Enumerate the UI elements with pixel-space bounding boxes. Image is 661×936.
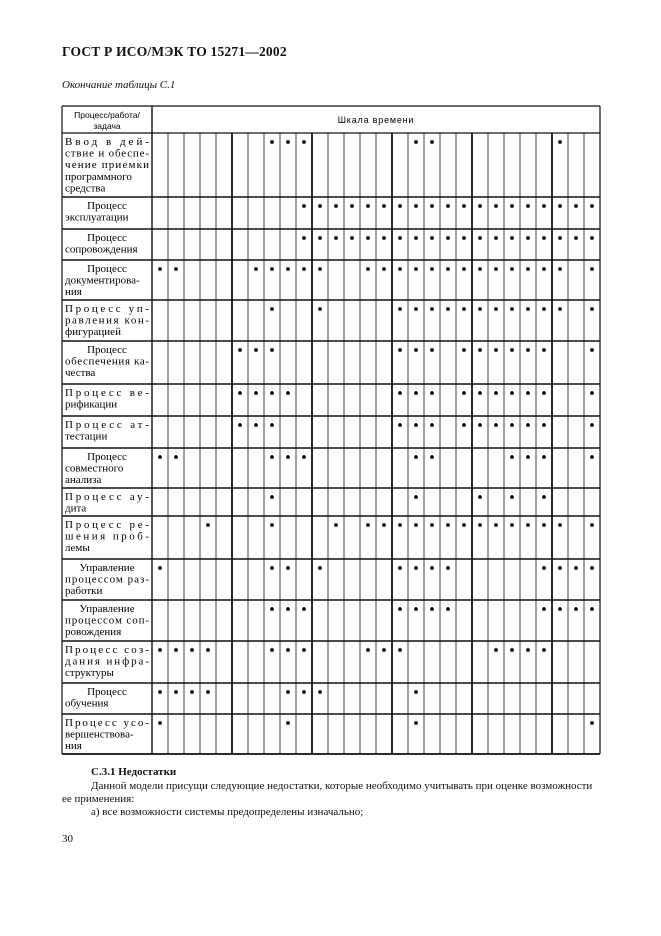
timeline-mark xyxy=(270,607,274,611)
row-label: обеспечения ка- xyxy=(65,355,149,368)
timeline-mark xyxy=(398,236,402,240)
timeline-mark xyxy=(382,204,386,208)
timeline-mark xyxy=(494,423,498,427)
timeline-mark xyxy=(542,523,546,527)
timeline-mark xyxy=(558,566,562,570)
timeline-mark xyxy=(510,348,514,352)
row-label: ния xyxy=(65,286,82,299)
row-label: Процесс xyxy=(87,200,127,212)
timeline-mark xyxy=(478,523,482,527)
timeline-mark xyxy=(542,607,546,611)
timeline-mark xyxy=(270,495,274,499)
timeline-mark xyxy=(286,648,290,652)
timeline-mark xyxy=(270,523,274,527)
timeline-mark xyxy=(590,566,594,570)
timeline-mark xyxy=(590,607,594,611)
timeline-mark xyxy=(590,267,594,271)
timeline-mark xyxy=(254,423,258,427)
timeline-mark xyxy=(558,267,562,271)
timeline-mark xyxy=(542,236,546,240)
row-label: лемы xyxy=(65,542,90,555)
timeline-mark xyxy=(302,690,306,694)
row-label: процессом раз- xyxy=(65,573,149,586)
timeline-mark xyxy=(414,566,418,570)
timeline-mark xyxy=(446,523,450,527)
timeline-mark xyxy=(254,391,258,395)
timeline-mark xyxy=(366,523,370,527)
timeline-mark xyxy=(158,648,162,652)
timeline-mark xyxy=(430,566,434,570)
row-label: эксплуатации xyxy=(65,211,129,224)
timeline-mark xyxy=(286,721,290,725)
timeline-mark xyxy=(494,348,498,352)
timeline-mark xyxy=(478,348,482,352)
timeline-mark xyxy=(398,391,402,395)
row-label: Процесс ау- xyxy=(65,491,149,503)
timeline-mark xyxy=(382,523,386,527)
timeline-mark xyxy=(574,607,578,611)
timeline-mark xyxy=(382,267,386,271)
timeline-mark xyxy=(270,348,274,352)
timeline-mark xyxy=(270,566,274,570)
header-process-label: задача xyxy=(93,121,121,131)
timeline-mark xyxy=(430,348,434,352)
row-label: Процесс соз- xyxy=(65,644,149,656)
timeline-mark xyxy=(206,690,210,694)
timeline-mark xyxy=(558,204,562,208)
timeline-mark xyxy=(526,236,530,240)
timeline-mark xyxy=(462,391,466,395)
timeline-mark xyxy=(174,455,178,459)
timeline-mark xyxy=(446,607,450,611)
timeline-mark xyxy=(398,267,402,271)
timeline-mark xyxy=(286,690,290,694)
timeline-mark xyxy=(430,523,434,527)
row-label: ния xyxy=(65,740,82,753)
timeline-mark xyxy=(302,648,306,652)
timeline-mark xyxy=(478,423,482,427)
timeline-mark xyxy=(366,648,370,652)
timeline-mark xyxy=(174,267,178,271)
body-paragraph: Данной модели присущи следующие недостатки, которые необходимо учитывать при оценке возможности ее применения: xyxy=(62,780,593,805)
timeline-mark xyxy=(318,307,322,311)
row-label: Процесс усо- xyxy=(65,717,149,729)
timeline-mark xyxy=(238,391,242,395)
timeline-mark xyxy=(558,523,562,527)
timeline-mark xyxy=(510,204,514,208)
timeline-mark xyxy=(366,236,370,240)
timeline-mark xyxy=(510,523,514,527)
timeline-mark xyxy=(494,307,498,311)
timeline-mark xyxy=(430,455,434,459)
row-label: Процесс ат- xyxy=(65,419,149,431)
timeline-mark xyxy=(414,391,418,395)
row-label: анализа xyxy=(65,474,102,487)
timeline-mark xyxy=(174,648,178,652)
row-label: средства xyxy=(65,182,106,195)
timeline-mark xyxy=(398,566,402,570)
timeline-mark xyxy=(430,236,434,240)
row-label: ровождения xyxy=(65,626,122,639)
row-label: Процесс xyxy=(87,232,127,244)
timeline-mark xyxy=(414,140,418,144)
timeline-mark xyxy=(526,423,530,427)
row-label: равления кон- xyxy=(65,314,149,327)
row-label: Процесс ве- xyxy=(65,387,149,399)
timeline-mark xyxy=(462,523,466,527)
timeline-mark xyxy=(462,348,466,352)
timeline-mark xyxy=(382,236,386,240)
timeline-mark xyxy=(414,204,418,208)
timeline-mark xyxy=(334,523,338,527)
timeline-mark xyxy=(510,648,514,652)
list-item: а) все возможности системы предопределены изначально; xyxy=(91,806,364,818)
timeline-mark xyxy=(542,648,546,652)
row-label: шения проб- xyxy=(65,530,149,543)
timeline-mark xyxy=(414,523,418,527)
timeline-mark xyxy=(270,423,274,427)
timeline-mark xyxy=(526,391,530,395)
timeline-mark xyxy=(430,204,434,208)
timeline-mark xyxy=(414,267,418,271)
timeline-mark xyxy=(334,204,338,208)
timeline-mark xyxy=(414,721,418,725)
row-label: чение приемки xyxy=(65,159,149,172)
timeline-mark xyxy=(318,690,322,694)
timeline-mark xyxy=(462,307,466,311)
timeline-mark xyxy=(430,140,434,144)
timeline-mark xyxy=(446,566,450,570)
page-number: 30 xyxy=(62,833,73,845)
timeline-mark xyxy=(574,204,578,208)
timeline-mark xyxy=(398,204,402,208)
timeline-mark xyxy=(190,648,194,652)
timeline-mark xyxy=(494,523,498,527)
timeline-mark xyxy=(430,267,434,271)
timeline-mark xyxy=(526,455,530,459)
timeline-mark xyxy=(478,307,482,311)
timeline-mark xyxy=(414,348,418,352)
timeline-mark xyxy=(350,204,354,208)
timeline-mark xyxy=(430,423,434,427)
timeline-mark xyxy=(590,455,594,459)
timeline-mark xyxy=(398,648,402,652)
timeline-mark xyxy=(462,204,466,208)
row-label: ствие и обеспе- xyxy=(65,147,149,160)
timeline-mark xyxy=(254,267,258,271)
row-label: работки xyxy=(65,585,103,598)
timeline-mark xyxy=(238,423,242,427)
timeline-mark xyxy=(398,307,402,311)
timeline-mark xyxy=(558,307,562,311)
timeline-mark xyxy=(398,607,402,611)
row-label: вершенствова- xyxy=(65,728,134,741)
timeline-mark xyxy=(286,267,290,271)
timeline-mark xyxy=(510,267,514,271)
timeline-mark xyxy=(350,236,354,240)
timeline-mark xyxy=(158,721,162,725)
timeline-mark xyxy=(542,566,546,570)
header-timescale-label: Шкала времени xyxy=(337,115,415,125)
timeline-mark xyxy=(526,648,530,652)
timeline-mark xyxy=(462,267,466,271)
timeline-mark xyxy=(254,348,258,352)
timeline-mark xyxy=(206,648,210,652)
timeline-mark xyxy=(542,307,546,311)
timeline-mark xyxy=(158,690,162,694)
timeline-mark xyxy=(590,391,594,395)
timeline-mark xyxy=(446,307,450,311)
timeline-mark xyxy=(446,267,450,271)
timeline-mark xyxy=(318,204,322,208)
row-label: документирова- xyxy=(65,274,140,287)
timeline-mark xyxy=(414,423,418,427)
timeline-mark xyxy=(558,236,562,240)
timeline-mark xyxy=(590,721,594,725)
row-label: Управление xyxy=(79,562,135,574)
timeline-mark xyxy=(542,455,546,459)
timeline-mark xyxy=(414,455,418,459)
timeline-mark xyxy=(590,204,594,208)
timeline-mark xyxy=(478,204,482,208)
timeline-mark xyxy=(270,391,274,395)
row-label: Процесс xyxy=(87,263,127,275)
timeline-mark xyxy=(174,690,178,694)
timeline-mark xyxy=(398,348,402,352)
timeline-mark xyxy=(574,236,578,240)
timeline-mark xyxy=(270,307,274,311)
timeline-mark xyxy=(558,140,562,144)
row-label: Процесс уп- xyxy=(65,303,149,315)
timeline-mark xyxy=(478,391,482,395)
timeline-mark xyxy=(542,348,546,352)
header-process-label: Процесс/работа/ xyxy=(74,110,140,120)
timeline-mark xyxy=(190,690,194,694)
timeline-mark xyxy=(238,348,242,352)
timeline-mark xyxy=(318,566,322,570)
timeline-mark xyxy=(542,204,546,208)
timeline-mark xyxy=(510,423,514,427)
timeline-mark xyxy=(430,391,434,395)
timeline-mark xyxy=(478,495,482,499)
timeline-mark xyxy=(526,307,530,311)
timeline-mark xyxy=(270,455,274,459)
timeline-mark xyxy=(414,607,418,611)
timeline-mark xyxy=(526,348,530,352)
timeline-mark xyxy=(542,267,546,271)
timeline-mark xyxy=(366,267,370,271)
timeline-mark xyxy=(510,391,514,395)
timeline-mark xyxy=(414,690,418,694)
timeline-mark xyxy=(302,607,306,611)
row-label: обучения xyxy=(65,697,109,710)
timeline-mark xyxy=(158,455,162,459)
timeline-mark xyxy=(414,236,418,240)
timeline-mark xyxy=(446,204,450,208)
row-label: процессом соп- xyxy=(65,614,149,627)
row-label: дания инфра- xyxy=(65,655,149,668)
timeline-mark xyxy=(510,307,514,311)
timeline-mark xyxy=(270,267,274,271)
timeline-mark xyxy=(478,236,482,240)
timeline-mark xyxy=(270,140,274,144)
timeline-mark xyxy=(318,236,322,240)
timeline-mark xyxy=(590,423,594,427)
timeline-mark xyxy=(494,267,498,271)
timeline-mark xyxy=(446,236,450,240)
row-label: Процесс ре- xyxy=(65,519,149,531)
timeline-mark xyxy=(510,495,514,499)
timeline-mark xyxy=(302,236,306,240)
timeline-mark xyxy=(430,607,434,611)
row-label: Процесс xyxy=(87,344,127,356)
timeline-mark xyxy=(270,648,274,652)
row-label: дита xyxy=(65,502,87,515)
timeline-mark xyxy=(286,140,290,144)
timeline-mark xyxy=(366,204,370,208)
timeline-mark xyxy=(526,204,530,208)
row-label: структуры xyxy=(65,667,114,680)
timeline-mark xyxy=(510,236,514,240)
timeline-mark xyxy=(590,348,594,352)
section-heading: С.3.1 Недостатки xyxy=(91,766,177,778)
row-label: тестации xyxy=(65,430,108,443)
row-label: Управление xyxy=(79,603,135,615)
timeline-mark xyxy=(478,267,482,271)
timeline-mark xyxy=(286,607,290,611)
table-caption: Окончание таблицы С.1 xyxy=(62,79,176,91)
timeline-mark xyxy=(302,455,306,459)
timeline-mark xyxy=(574,566,578,570)
timeline-mark xyxy=(542,495,546,499)
timeline-mark xyxy=(302,140,306,144)
timeline-mark xyxy=(494,236,498,240)
timeline-mark xyxy=(494,648,498,652)
timeline-mark xyxy=(158,267,162,271)
timeline-mark xyxy=(430,307,434,311)
timeline-mark xyxy=(334,236,338,240)
timeline-mark xyxy=(158,566,162,570)
timeline-mark xyxy=(414,495,418,499)
timeline-mark xyxy=(494,204,498,208)
timeline-mark xyxy=(590,236,594,240)
row-label: Процесс xyxy=(87,686,127,698)
timeline-mark xyxy=(590,523,594,527)
timeline-mark xyxy=(286,455,290,459)
timeline-mark xyxy=(462,423,466,427)
timeline-mark xyxy=(526,267,530,271)
timeline-mark xyxy=(542,391,546,395)
timeline-mark xyxy=(510,455,514,459)
timeline-mark xyxy=(414,307,418,311)
row-label: совместного xyxy=(65,462,124,475)
timeline-mark xyxy=(398,423,402,427)
timeline-mark xyxy=(526,523,530,527)
timeline-mark xyxy=(206,523,210,527)
timeline-mark xyxy=(494,391,498,395)
row-label: фигурацией xyxy=(65,326,121,339)
timeline-mark xyxy=(398,523,402,527)
row-label: программного xyxy=(65,170,132,183)
row-label: сопровождения xyxy=(65,243,138,256)
timeline-mark xyxy=(542,423,546,427)
row-label: Процесс xyxy=(87,451,127,463)
document-header: ГОСТ Р ИСО/МЭК ТО 15271—2002 xyxy=(62,44,287,59)
timeline-mark xyxy=(302,267,306,271)
row-label: рификации xyxy=(65,398,118,411)
timeline-mark xyxy=(382,648,386,652)
timeline-mark xyxy=(318,267,322,271)
timeline-mark xyxy=(302,204,306,208)
timeline-mark xyxy=(558,607,562,611)
row-label: Ввод в дей- xyxy=(65,136,149,148)
row-label: чества xyxy=(65,367,96,380)
timeline-mark xyxy=(286,566,290,570)
timeline-mark xyxy=(462,236,466,240)
timeline-mark xyxy=(286,391,290,395)
timeline-mark xyxy=(590,307,594,311)
